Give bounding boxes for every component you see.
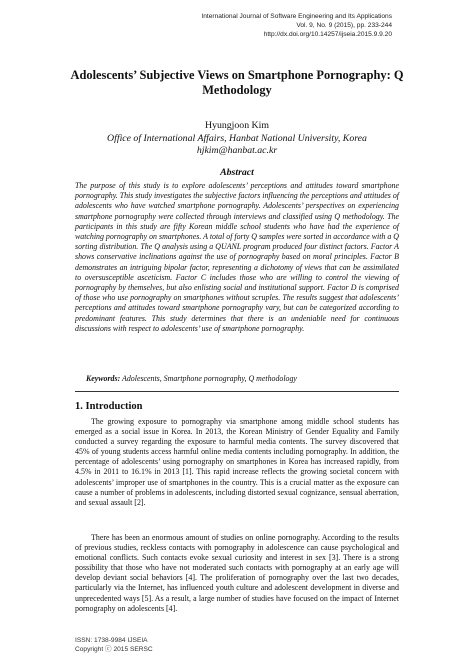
journal-volume: Vol. 9, No. 9 (2015), pp. 233-244 (296, 22, 392, 29)
keywords-line (86, 374, 406, 384)
footer-issn: ISSN: 1738-9984 IJSEIA (75, 637, 148, 644)
abstract-heading: Abstract (220, 167, 254, 178)
author-name: Hyungjoon Kim (205, 120, 269, 131)
author-affiliation-block (60, 133, 414, 157)
author-email[interactable]: hjkim@hanbat.ac.kr (196, 145, 278, 156)
author-affiliation: Office of International Affairs, Hanbat National University, Korea (107, 133, 367, 144)
page-footer (75, 636, 153, 654)
section-divider (75, 391, 399, 392)
abstract-text: The purpose of this study is to explore adolescents’ perceptions and attitudes toward smartphone pornography. This study investigates the subjective factors influencing the perceptions and attitudes of adolescents who have watched smartphone pornography. Adolescents’ perspectives on experiencing smartphone pornography were collected through interviews and classified using Q methodology. The participants in this study are fifty Korean middle school students who have had the experience of watching pornography on smartphones. A total of forty Q samples were sorted in accordance with a Q sorting distribution. The Q analysis using a QUANL program produced four distinct factors. Factor A shows conservative inclinations against the use of pornography based on moral principles. Factor B demonstrates an intriguing bipolar factor, representing a dichotomy of views that can be assimilated to oversusceptible asceticism. Factor C includes those who are willing to control the viewing of pornography by themselves, but also enlisting social and institutional support. Factor D is comprised of those who use pornography on smartphones without scruples. The results suggest that adolescents’ perceptions and attitudes toward smartphone pornography vary, but can be categorized according to predominant features. This study determines that there is an undeniable need for continuous discussions with respect to adolescents’ use of smartphone pornography. (75, 181, 399, 333)
journal-header (132, 12, 392, 39)
footer-copyright: Copyright ⓒ 2015 SERSC (75, 646, 153, 653)
keywords-label: Keywords: (86, 374, 121, 383)
section-heading-introduction: 1. Introduction (75, 401, 143, 412)
intro-paragraph-1: The growing exposure to pornography via smartphone among middle school students has emerged as a social issue in Korea. In 2013, the Korean Ministry of Gender Equality and Family conducted a survey regarding the exposure to harmful media contents. The survey discovered that 45% of young students access harmful online media contents including pornography. In addition, the percentage of adolescents’ using pornography on smartphones in Korea has increased rapidly, from 4.5% in 2011 to 16.1% in 2013 [1]. This rapid increase reflects the growing societal concern with adolescents’ improper use of smartphones in the country. This is a crucial matter as the exposure can cause a number of problems in adolescents, including distorted sexual cognizance, sensual aberration, and sexual assault [2]. (75, 417, 399, 507)
paper-title: Adolescents’ Subjective Views on Smartphone Pornography: Q Methodology (70, 68, 404, 97)
journal-doi-link[interactable]: http://dx.doi.org/10.14257/ijseia.2015.9.9.20 (263, 31, 392, 38)
journal-name: International Journal of Software Engineering and Its Applications (201, 13, 392, 20)
intro-paragraph-2: There has been an enormous amount of studies on online pornography. According to the results of previous studies, reckless contacts with pornography in adolescence can cause psychological and emotional conflicts. Such contacts evoke sexual curiosity and interest in sex [3]. There is a strong possibility that those who have not moderated such contacts with pornography at an early age will develop deviant social behaviors [4]. The proliferation of pornography over the last two decades, particularly via the Internet, has influenced youth culture and adolescent development in diverse and unprecedented ways [5]. As a result, a large number of studies have focused on the impact of Internet pornography on adolescents [4]. (75, 533, 399, 613)
keywords-text: Adolescents, Smartphone pornography, Q methodology (122, 374, 297, 383)
